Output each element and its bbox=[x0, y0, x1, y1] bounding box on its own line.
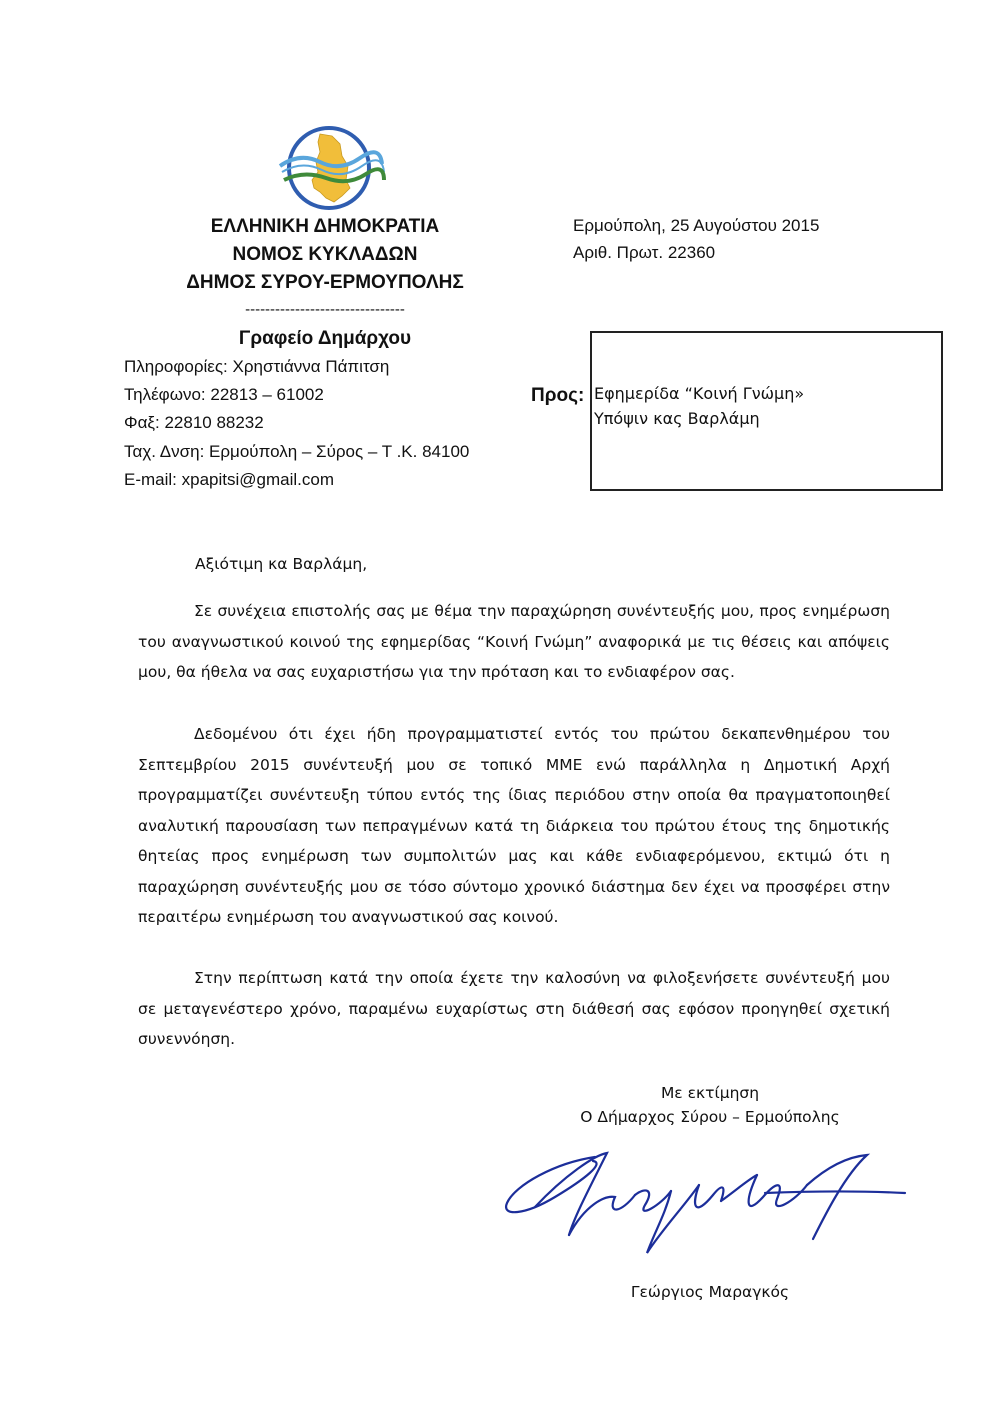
municipality-logo-icon bbox=[270, 122, 388, 214]
contact-email: E-mail: xpapitsi@gmail.com bbox=[124, 470, 334, 489]
recipient-line-attention: Υπόψιν κας Βαρλάμη bbox=[594, 409, 760, 428]
office-title: Γραφείο Δημάρχου bbox=[238, 328, 412, 349]
paragraph-text: Στην περίπτωση κατά την οποία έχετε την καλοσύνη να φιλοξενήσετε συνέντευξή μου σε μεταγενέστερο χρόνο, παραμένω ευχαρίστως στη διάθεσή σας εφόσον προηγηθεί σχετική συνεννόηση. bbox=[138, 969, 890, 1048]
salutation: Αξιότιμη κα Βαρλάμη, bbox=[195, 555, 368, 573]
contact-phone: Τηλέφωνο: 22813 – 61002 bbox=[124, 385, 324, 404]
closing-title: Ο Δήμαρχος Σύρου – Ερμούπολης bbox=[580, 1108, 840, 1126]
body-paragraph-1 bbox=[138, 596, 890, 688]
body-paragraph-3 bbox=[138, 963, 890, 1055]
signatory-name: Γεώργιος Μαραγκός bbox=[630, 1283, 790, 1301]
header-line-municipality: ΔΗΜΟΣ ΣΥΡΟΥ-ΕΡΜΟΥΠΟΛΗΣ bbox=[186, 272, 464, 293]
contact-address: Ταχ. Δνση: Ερμούπολη – Σύρος – Τ .Κ. 84100 bbox=[124, 442, 470, 461]
closing-regards: Με εκτίμηση bbox=[660, 1084, 760, 1102]
body-paragraph-2 bbox=[138, 719, 890, 933]
header-line-prefecture: ΝΟΜΟΣ ΚΥΚΛΑΔΩΝ bbox=[232, 244, 418, 265]
signature-icon bbox=[495, 1135, 910, 1260]
contact-fax: Φαξ: 22810 88232 bbox=[124, 413, 264, 432]
paragraph-text: Σε συνέχεια επιστολής σας με θέμα την παραχώρηση συνέντευξής μου, προς ενημέρωση του αναγνωστικού κοινού της εφημερίδας “Κοινή Γνώμη” αναφορικά με τις θέσεις και απόψεις μου, θα ήθελα να σας ευχαριστήσω για την πρόταση και το ενδιαφέρον σας. bbox=[138, 602, 890, 681]
recipient-label: Προς: bbox=[531, 385, 585, 406]
header-separator: -------------------------------- bbox=[245, 301, 405, 318]
paragraph-text: Δεδομένου ότι έχει ήδη προγραμματιστεί εντός του πρώτου δεκαπενθημέρου του Σεπτεμβρίου 2015 συνέντευξή μου σε τοπικό ΜΜΕ ενώ παράλληλα η Δημοτική Αρχή προγραμματίζει συνέντευξη τύπου εντός της ίδιας περιόδου στην οποία θα πραγματοποιηθεί αναλυτική παρουσίαση των πεπραγμένων κατά τη διάρκεια του πρώτου έτους της δημοτικής θητείας προς ενημέρωση των συμπολιτών μας και κάθε ενδιαφερόμενου, εκτιμώ ότι η παραχώρηση συνέντευξής μου σε τόσο σύντομο χρονικό διάστημα δεν έχει να προσφέρει στην περαιτέρω ενημέρωση του αναγνωστικού σας κοινού. bbox=[138, 725, 890, 926]
protocol-number: Αριθ. Πρωτ. 22360 bbox=[573, 243, 716, 262]
letter-date: Ερμούπολη, 25 Αυγούστου 2015 bbox=[573, 216, 820, 235]
header-line-republic: ΕΛΛΗΝΙΚΗ ΔΗΜΟΚΡΑΤΙΑ bbox=[210, 216, 440, 237]
contact-info: Πληροφορίες: Χρηστιάννα Πάπιτση bbox=[124, 357, 390, 376]
recipient-line-newspaper: Εφημερίδα “Κοινή Γνώμη» bbox=[594, 384, 805, 403]
